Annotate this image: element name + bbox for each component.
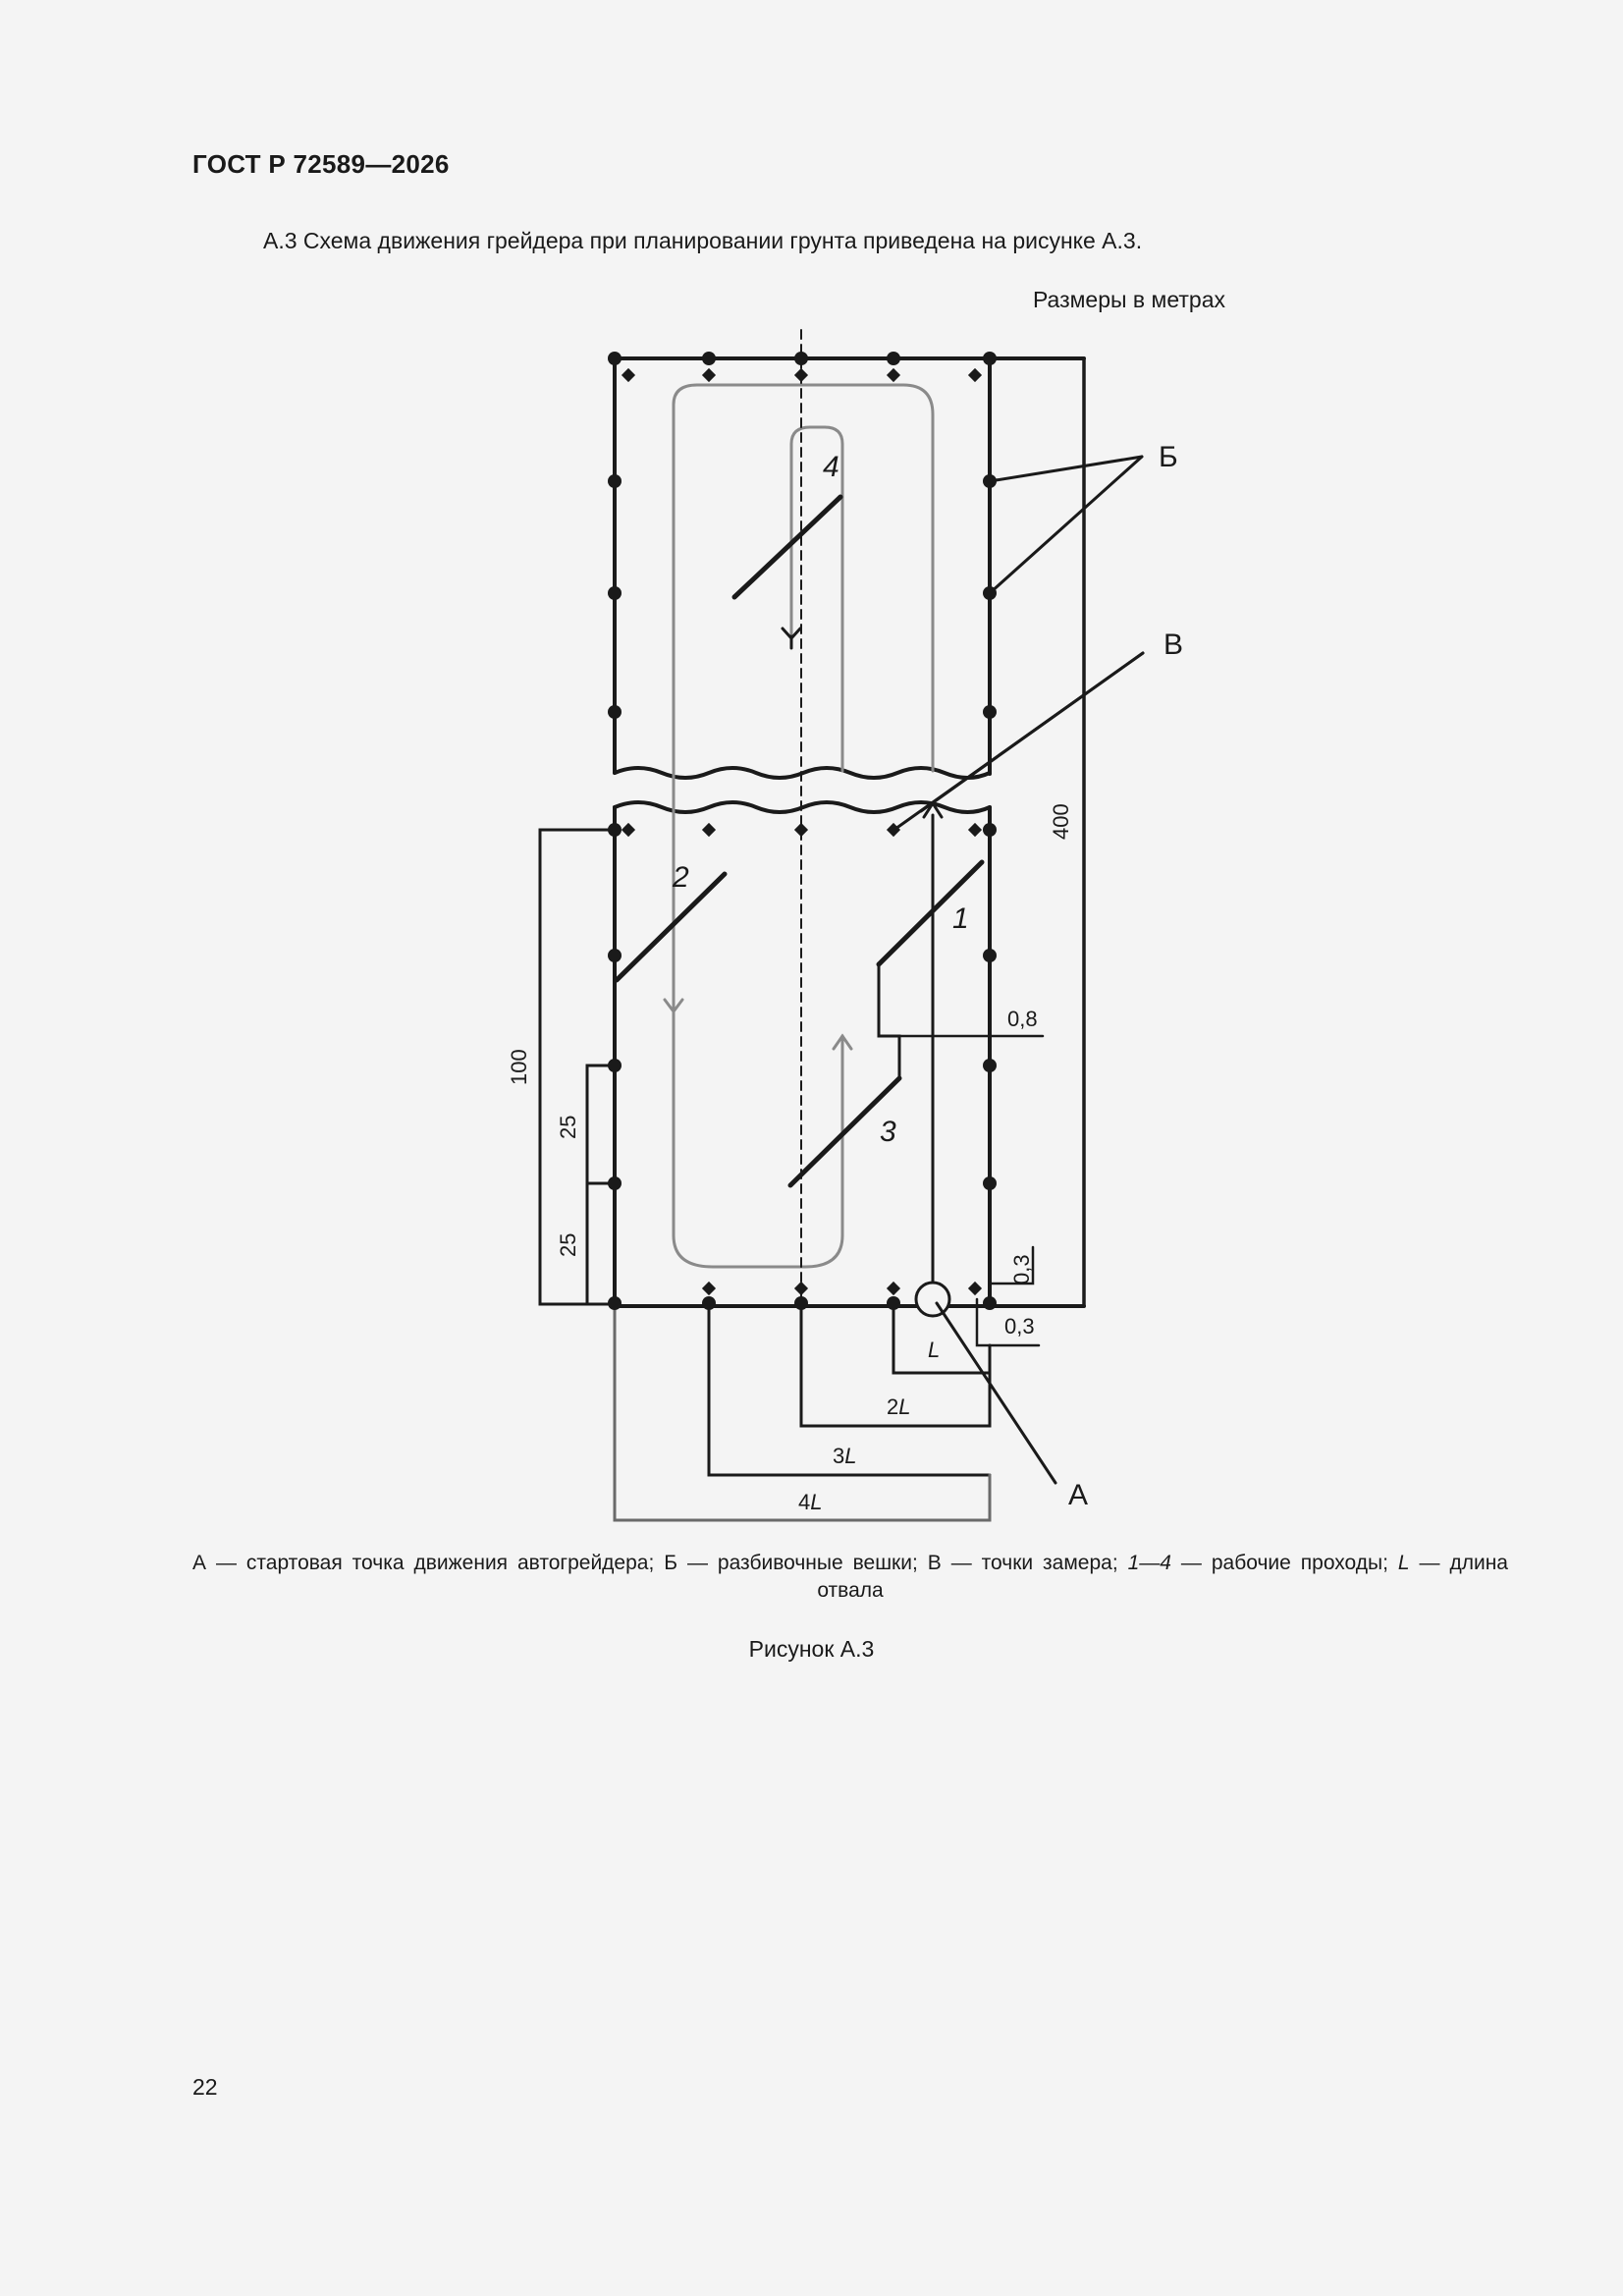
dim-2L: 2L xyxy=(887,1394,911,1419)
figure-legend xyxy=(192,1550,1508,1605)
dim-400: 400 xyxy=(1049,803,1073,840)
label-B: Б xyxy=(1159,441,1178,473)
figure-caption: Рисунок А.3 xyxy=(748,1636,875,1662)
dim-08: 0,8 xyxy=(1007,1007,1038,1031)
label-pass4: 4 xyxy=(823,451,839,483)
units-note: Размеры в метрах xyxy=(1032,287,1225,312)
leader-V-2 xyxy=(921,653,1143,811)
label-V: В xyxy=(1163,629,1184,661)
dim-03-right: 0,3 xyxy=(1009,1254,1034,1285)
intro-paragraph: А.3 Схема движения грейдера при планировании грунта приведена на рисунке А.3. xyxy=(263,228,1143,253)
label-pass1: 1 xyxy=(952,902,969,935)
dim-25-bottom: 25 xyxy=(556,1232,580,1257)
travel-path-bottom xyxy=(674,815,842,1267)
document-header: ГОСТ Р 72589—2026 xyxy=(192,149,450,179)
page-number: 22 xyxy=(192,2074,218,2100)
travel-path-top xyxy=(674,385,933,820)
start-point-circle xyxy=(916,1283,949,1316)
grader-scheme-figure xyxy=(481,324,1227,1552)
blade-pass2 xyxy=(617,874,725,980)
dim-4L: 4L xyxy=(798,1490,823,1514)
grader-scheme-diagram xyxy=(481,324,1227,1552)
leader-A xyxy=(937,1303,1055,1483)
dim-L: L xyxy=(928,1338,941,1362)
label-pass3: 3 xyxy=(880,1116,896,1148)
blade-pass4 xyxy=(734,497,840,597)
legend-line-2: отвала xyxy=(817,1579,884,1602)
dim-03-bottom: 0,3 xyxy=(1004,1314,1035,1339)
dim-3L: 3L xyxy=(833,1444,857,1468)
dim-100: 100 xyxy=(507,1049,531,1085)
label-pass2: 2 xyxy=(673,861,689,894)
label-A: А xyxy=(1068,1479,1089,1511)
legend-line-1: А — стартовая точка движения автогрейдера; Б — разбивочные вешки; В — точки замера; 1—4 — рабочие проходы; L — длина xyxy=(192,1552,1508,1574)
dim-25-top: 25 xyxy=(556,1115,580,1139)
